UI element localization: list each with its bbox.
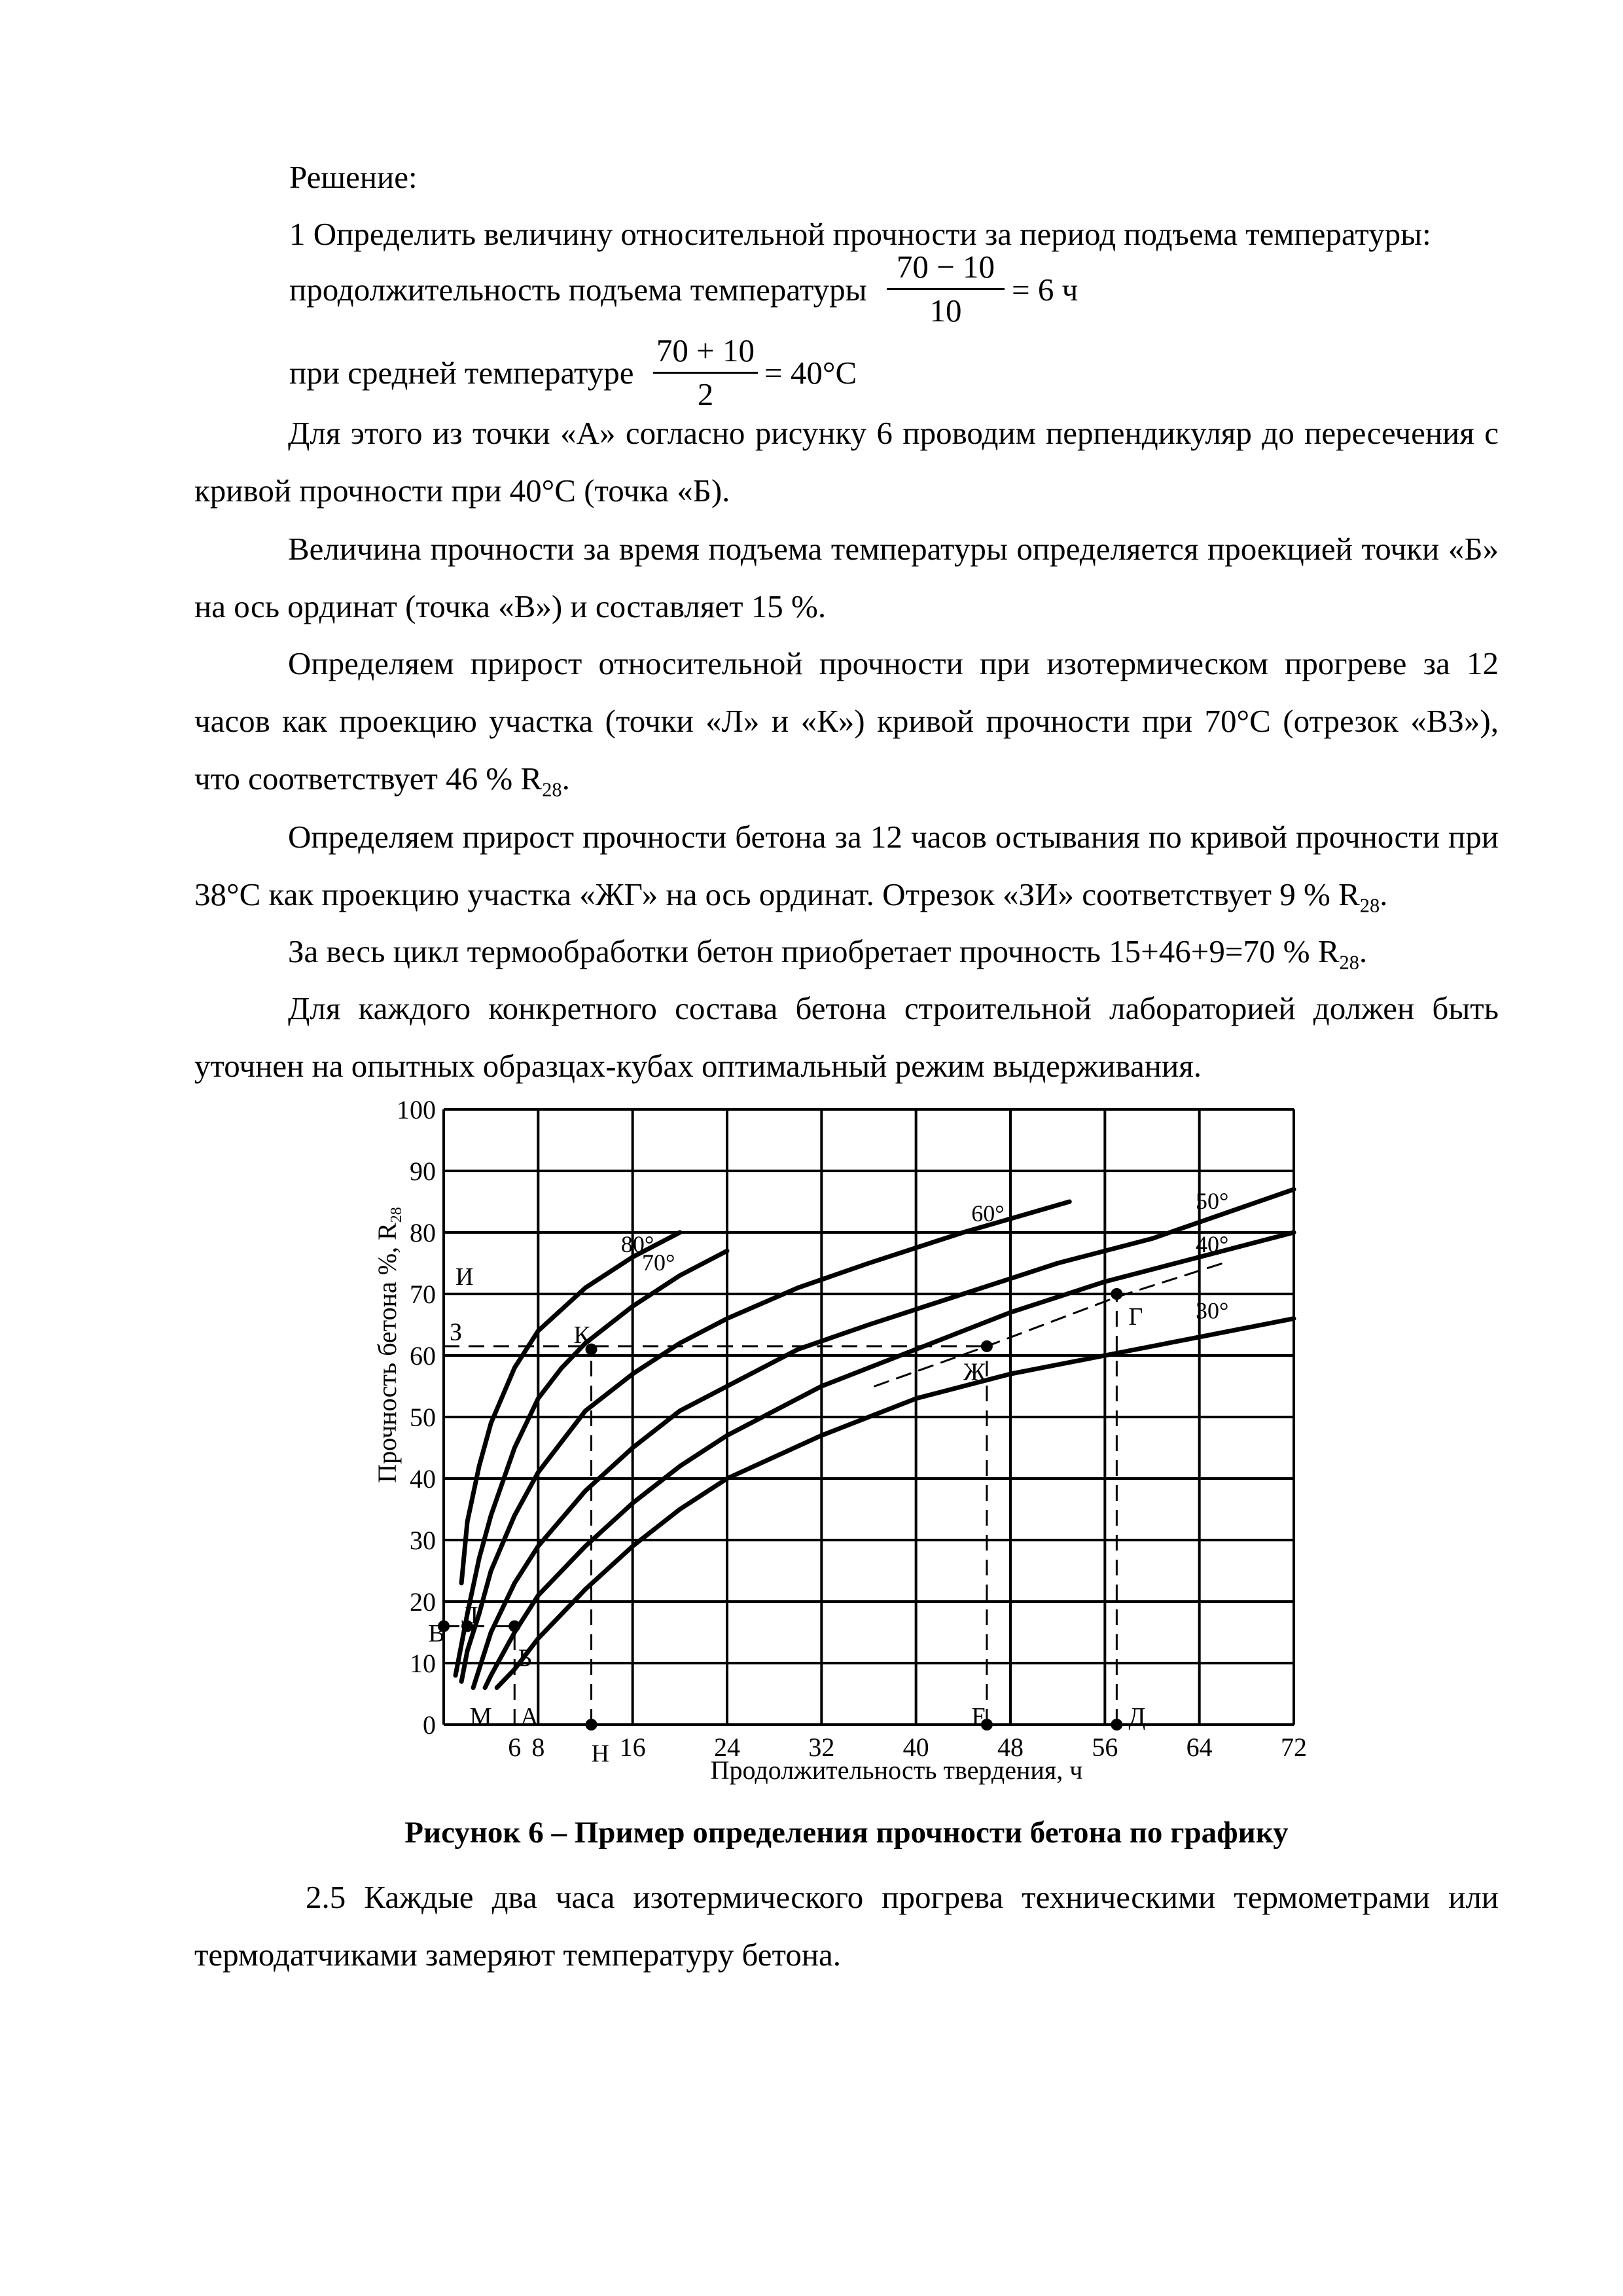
duration-numerator: 70 − 10 bbox=[896, 249, 995, 285]
x-tick-label: 56 bbox=[1092, 1732, 1118, 1762]
paragraph-lab: Для каждого конкретного состава бетона строительной лабораторией должен быть уточнен на опытных образцах-кубах оптимальный режим выдерживания. bbox=[194, 990, 1499, 1084]
y-tick-label: 0 bbox=[423, 1710, 436, 1740]
point-label: А bbox=[520, 1702, 539, 1731]
point-label: Г bbox=[1128, 1302, 1143, 1331]
paragraph-total-text: За весь цикл термообработки бетон приобретает прочность 15+46+9=70 % R bbox=[288, 933, 1340, 969]
paragraph-point-a: Для этого из точки «А» согласно рисунку 6 проводим перпендикуляр до пересечения с кривой прочности при 40°С (точка «Б). bbox=[194, 415, 1499, 509]
r28-subscript: 28 bbox=[1339, 951, 1359, 974]
point-label: Д bbox=[1128, 1702, 1146, 1731]
chart-curves bbox=[455, 1189, 1294, 1687]
y-tick-label: 30 bbox=[410, 1526, 436, 1555]
x-tick-label: 24 bbox=[714, 1732, 740, 1762]
x-tick-label: 6 bbox=[508, 1732, 522, 1762]
strength-curve bbox=[461, 1202, 1069, 1681]
x-tick-label: 16 bbox=[619, 1732, 646, 1762]
paragraph-point-b: Величина прочности за время подъема температуры определяется проекцией точки «Б» на ось ординат (точка «В») и составляет 15 %. bbox=[194, 531, 1499, 624]
avg-temp-result: = 40°С bbox=[764, 355, 857, 391]
y-tick-label: 90 bbox=[410, 1157, 436, 1186]
x-tick-label: 64 bbox=[1186, 1732, 1213, 1762]
section-2-5: 2.5 Каждые два часа изотермического прогрева техническими термометрами или термодатчиками замеряют температуру бетона. bbox=[194, 1879, 1499, 1973]
avg-temp-denominator: 2 bbox=[697, 376, 714, 412]
r28-subscript: 28 bbox=[542, 778, 562, 801]
point-label: И bbox=[455, 1263, 474, 1291]
curve-temperature-label: 50° bbox=[1196, 1188, 1229, 1215]
paragraph-cooling-text: Определяем прирост прочности бетона за 12 часов остывания по кривой прочности при 38°С как проекцию участка «ЖГ» на ось ординат. Отрезок «ЗИ» соответствует 9 % R bbox=[194, 819, 1499, 912]
y-tick-label: 20 bbox=[410, 1587, 436, 1617]
period: . bbox=[1359, 933, 1368, 969]
point-marker bbox=[586, 1719, 597, 1731]
period: . bbox=[1380, 876, 1388, 912]
x-tick-label: 48 bbox=[997, 1732, 1024, 1762]
curve-temperature-label: 70° bbox=[642, 1249, 675, 1276]
avg-temp-label: при средней температуре bbox=[289, 355, 634, 391]
strength-curve bbox=[461, 1232, 680, 1583]
period: . bbox=[562, 761, 570, 797]
point-marker bbox=[1111, 1719, 1122, 1731]
point-label: З bbox=[450, 1318, 463, 1346]
y-tick-label: 40 bbox=[410, 1464, 436, 1494]
figure-caption: Рисунок 6 – Пример определения прочности бетона по графику bbox=[404, 1816, 1289, 1850]
y-tick-label: 70 bbox=[410, 1280, 436, 1309]
point-label: К bbox=[573, 1321, 590, 1350]
y-axis-label-sub: 28 bbox=[388, 1207, 405, 1223]
curve-temperature-label: 30° bbox=[1196, 1297, 1229, 1324]
y-tick-label: 100 bbox=[397, 1095, 436, 1124]
point-label: Б bbox=[518, 1644, 533, 1672]
point-marker bbox=[508, 1621, 520, 1632]
point-marker bbox=[981, 1340, 993, 1352]
step-1-text: 1 Определить величину относительной прочности за период подъема температуры: bbox=[289, 216, 1431, 252]
curve-temperature-label: 60° bbox=[971, 1200, 1005, 1227]
point-label: Е bbox=[971, 1702, 987, 1731]
duration-denominator: 10 bbox=[929, 293, 962, 329]
solution-heading: Решение: bbox=[289, 159, 418, 195]
avg-temp-numerator: 70 + 10 bbox=[656, 332, 755, 368]
y-tick-label: 60 bbox=[410, 1341, 436, 1371]
point-label: В bbox=[428, 1620, 445, 1647]
strength-curve bbox=[485, 1232, 1294, 1688]
y-tick-label: 50 bbox=[410, 1403, 436, 1432]
point-marker bbox=[1111, 1288, 1122, 1300]
point-label: Ж bbox=[963, 1358, 986, 1386]
duration-result: = 6 ч bbox=[1012, 272, 1079, 308]
x-tick-label: 32 bbox=[808, 1732, 835, 1762]
paragraph-isothermal-text: Определяем прирост относительной прочности при изотермическом прогреве за 12 часов как проекцию участка (точки «Л» и «К») кривой прочности при 70°С (отрезок «ВЗ»), что соответствует 46 % R bbox=[194, 645, 1499, 797]
y-axis-label bbox=[372, 1207, 405, 1483]
y-tick-label: 80 bbox=[410, 1218, 436, 1247]
duration-label: продолжительность подъема температуры bbox=[289, 272, 867, 308]
r28-subscript: 28 bbox=[1359, 894, 1380, 917]
x-tick-label: 40 bbox=[902, 1732, 929, 1762]
strength-curve bbox=[497, 1319, 1294, 1688]
x-tick-label: 8 bbox=[531, 1732, 545, 1762]
x-axis-label: Продолжительность твердения, ч bbox=[710, 1755, 1083, 1785]
curve-temperature-label: 40° bbox=[1196, 1231, 1229, 1257]
point-label: М bbox=[469, 1702, 492, 1731]
point-label: Н bbox=[591, 1740, 609, 1768]
curve-temperature-label: 80° bbox=[620, 1231, 654, 1257]
x-tick-label: 72 bbox=[1281, 1732, 1307, 1762]
point-label: Л bbox=[461, 1601, 478, 1629]
y-axis-label-main: Прочность бетона %, R bbox=[372, 1223, 402, 1483]
y-tick-label: 10 bbox=[410, 1649, 436, 1678]
